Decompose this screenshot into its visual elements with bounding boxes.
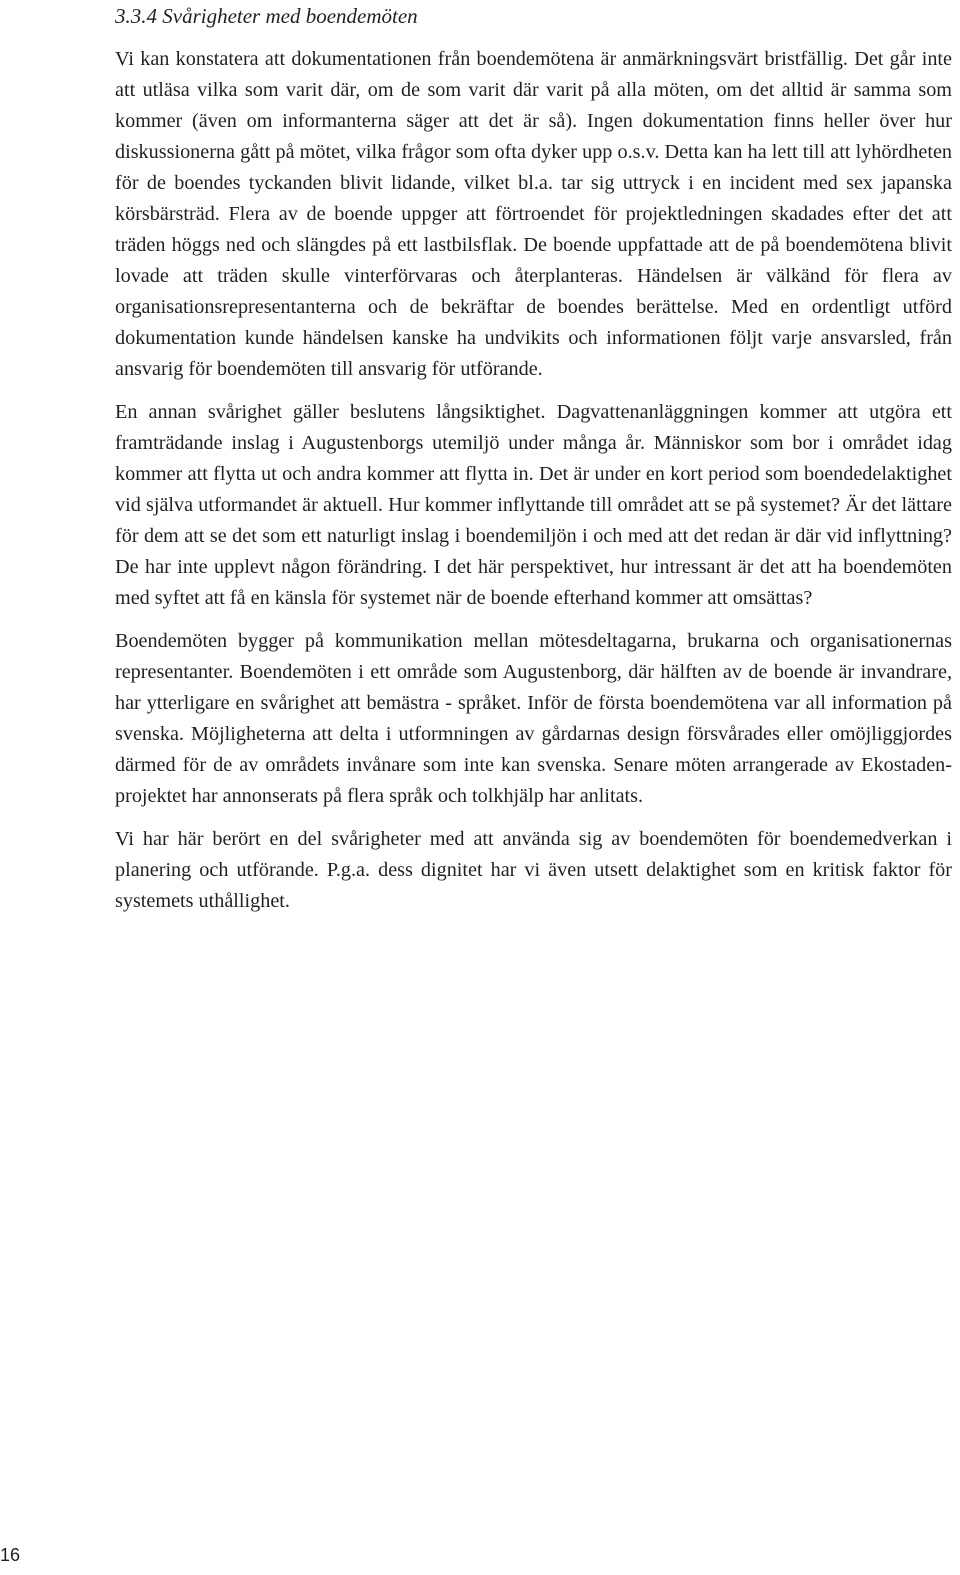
section-heading: 3.3.4 Svårigheter med boendemöten xyxy=(115,4,418,28)
document-page xyxy=(115,0,952,917)
paragraph-documentation: Vi kan konstatera att dokumentationen från boendemötena är anmärkningsvärt bristfällig. Det går inte att utläsa vilka som varit där, om de som varit där varit på alla möten, om det alltid är samma som kommer (även om informanterna säger att det är så). Ingen dokumentation finns heller över hur diskussionerna gått på mötet, vilka frågor som ofta dyker upp o.s.v. Detta kan ha lett till att lyhördheten för de boendes tyckanden blivit lidande, vilket bl.a. tar sig uttryck i en incident med sex japanska körsbärsträd. Flera av de boende uppger att förtroendet för projektledningen skadades efter det att träden höggs ned och slängdes på ett lastbilsflak. De boende uppfattade att de på boendemötena blivit lovade att träden skulle vinterförvaras och återplanteras. Händelsen är välkänd för flera av organisationsrepresentanterna och de bekräftar de boendes berättelse. Med en ordentligt utförd dokumentation kunde händelsen kanske ha undvikits och informationen följt varje ansvarsled, från ansvarig för boendemöten till ansvarig för utförande. xyxy=(115,48,952,380)
page-number: 16 xyxy=(0,1545,21,1565)
paragraph-conclusion: Vi har här berört en del svårigheter med att använda sig av boendemöten för boendemedverkan i planering och utförande. P.g.a. dess dignitet har vi även utsett delaktighet som en kritisk faktor för systemets uthållighet. xyxy=(115,828,952,912)
paragraph-long-term: En annan svårighet gäller beslutens långsiktighet. Dagvattenanläggningen kommer att utgöra ett framträdande inslag i Augustenborgs utemiljö under många år. Människor som bor i området idag kommer att flytta ut och andra kommer att flytta in. Det är under en kort period som boendedelaktighet vid själva utformandet är aktuell. Hur kommer inflyttande till området att se på systemet? Är det lättare för dem att se det som ett naturligt inslag i boendemiljön i och med att det redan är där vid inflyttning? De har inte upplevt någon förändring. I det här perspektivet, hur intressant är det att ha boendemöten med syftet att få en känsla för systemet när de boende efterhand kommer att omsättas? xyxy=(115,401,952,609)
paragraph-language: Boendemöten bygger på kommunikation mellan mötesdeltagarna, brukarna och organisationernas representanter. Boendemöten i ett område som Augustenborg, där hälften av de boende är invandrare, har ytterligare en svårighet att bemästra - språket. Inför de första boendemötena var all information på svenska. Möjligheterna att delta i utformningen av gårdarnas design försvårades eller omöjliggjordes därmed för de av områdets invånare som inte kan svenska. Senare möten arrangerade av Ekostaden-projektet har annonserats på flera språk och tolkhjälp har anlitats. xyxy=(115,630,952,807)
